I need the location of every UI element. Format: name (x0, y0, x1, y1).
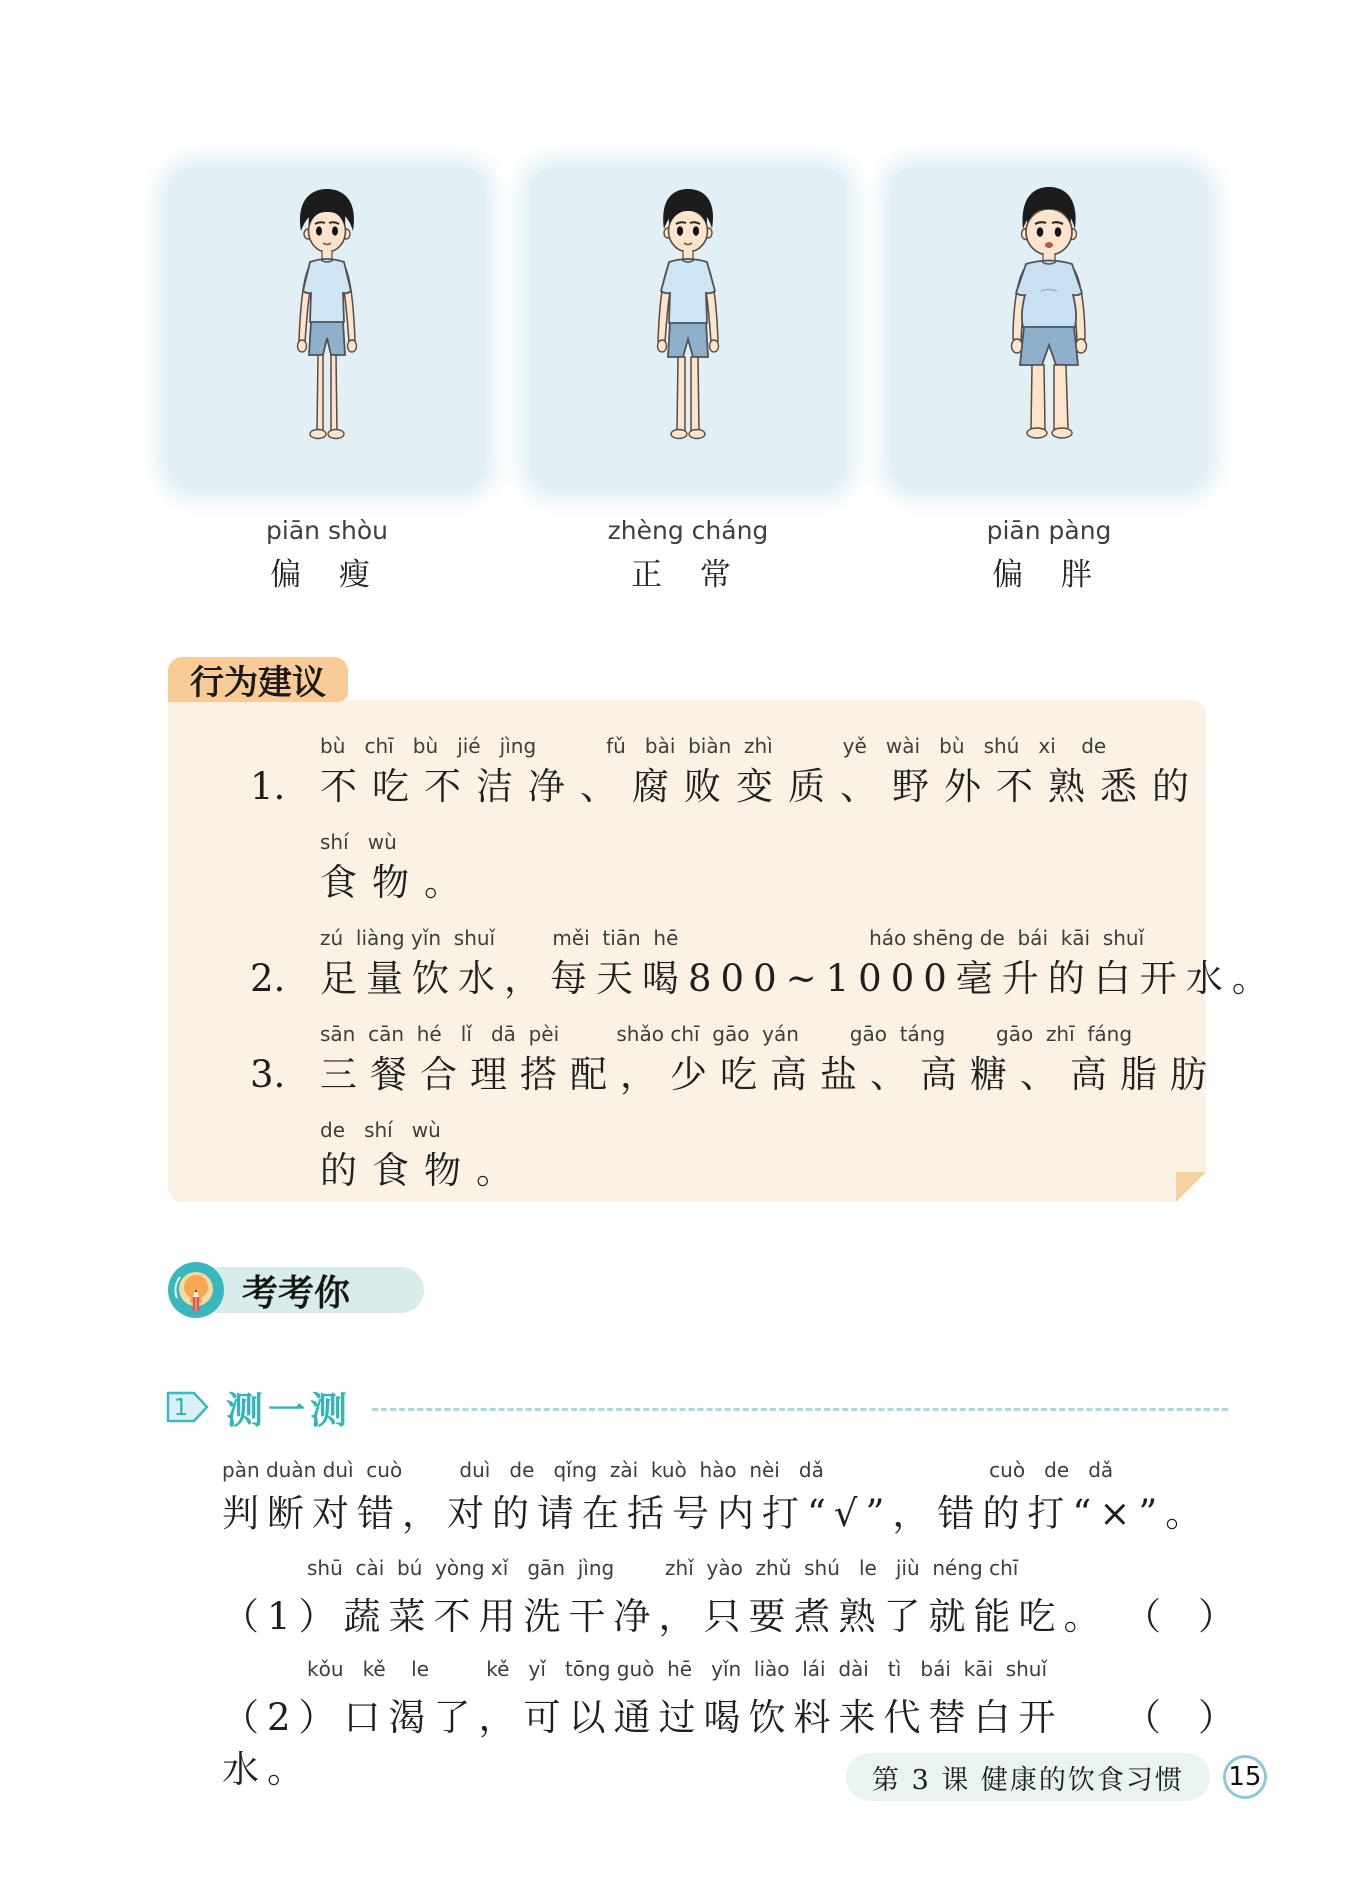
answer-blank: （ ） (1124, 1696, 1235, 1739)
card-overweight-label: 偏 胖 (992, 557, 1106, 593)
card-normal-label: 正 常 (631, 557, 745, 593)
pinyin-annotation: shí wù (320, 830, 397, 854)
pinyin-annotation: shū cài bú yòng xǐ gān jìng zhǐ yào zhǔ shú le jiù néng chī (307, 1556, 1019, 1580)
item-text: 食物。 (320, 861, 476, 904)
chubby-boy-illustration (964, 179, 1134, 479)
page-number-badge (1223, 1755, 1267, 1799)
card-overweight-pinyin: piān pàng (986, 516, 1112, 545)
item-number: 3. (250, 1053, 286, 1096)
card-overweight (890, 168, 1208, 594)
item-text: 三餐合理搭配，少吃高盐、高糖、高脂肪 (320, 1053, 1220, 1096)
suggestions-box (168, 700, 1278, 1202)
suggestion-item-3 (168, 1022, 1220, 1205)
card-underweight-background (168, 168, 486, 490)
lightbulb-pencil-icon (168, 1262, 224, 1318)
subsection-number-badge (164, 1390, 210, 1424)
subsection-number: 1 (173, 1395, 189, 1421)
lesson-label-pill (846, 1753, 1210, 1801)
suggestions-title: 行为建议 (190, 663, 326, 703)
page-fold-corner (1176, 1172, 1206, 1202)
body-type-cards (168, 168, 1208, 594)
pinyin-annotation: sān cān hé lǐ dā pèi shǎo chī gāo yán gāo táng gāo zhī fáng (320, 1022, 1133, 1046)
card-underweight-label: 偏 瘦 (270, 557, 384, 593)
card-underweight-pinyin: piān shòu (266, 516, 388, 545)
page-number: 15 (1228, 1762, 1262, 1792)
subsection-title: 测一测 (226, 1389, 352, 1432)
question-text: （2）口渴了，可以通过喝饮料来代替白开水。 (222, 1696, 1064, 1791)
thin-boy-illustration (247, 179, 407, 479)
card-normal (529, 168, 847, 594)
dashed-divider (372, 1408, 1228, 1411)
pinyin-annotation: bù chī bù jié jìng fǔ bài biàn zhì yě wài bù shú xi de (320, 734, 1107, 758)
pinyin-annotation: zú liàng yǐn shuǐ měi tiān hē háo shēng de bái kāi shuǐ (320, 926, 1145, 950)
suggestions-tab (168, 657, 348, 702)
pinyin-annotation: kǒu kě le kě yǐ tōng guò hē yǐn liào lái dài tì bái kāi shuǐ (307, 1657, 1048, 1681)
card-normal-background (529, 168, 847, 490)
card-normal-pinyin: zhèng cháng (607, 516, 769, 545)
answer-blank: （ ） (1124, 1595, 1235, 1638)
item-text: 足量饮水，每天喝800~1000毫升的白开水。 (320, 957, 1278, 1000)
page-footer (846, 1753, 1267, 1801)
pinyin-annotation: de shí wù (320, 1118, 441, 1142)
item-number: 1. (250, 765, 286, 808)
suggestion-item-2 (168, 926, 1278, 1013)
item-text: 不吃不洁净、腐败变质、野外不熟悉的 (320, 765, 1204, 808)
normal-boy-illustration (608, 179, 768, 479)
pinyin-annotation: pàn duàn duì cuò duì de qǐng zài kuò hào nèi dǎ cuò de dǎ (222, 1458, 1114, 1482)
quiz-question-1 (222, 1586, 1235, 1643)
item-text: 的食物。 (320, 1149, 528, 1192)
item-number: 2. (250, 957, 286, 1000)
lesson-label: 第 3 课 健康的饮食习惯 (872, 1764, 1184, 1796)
quiz-subsection-header (164, 1380, 1228, 1434)
quiz-section-title: 考考你 (242, 1272, 351, 1314)
question-text: （1）蔬菜不用洗干净，只要煮熟了就能吃。 (222, 1595, 1109, 1638)
quiz-section-pill (196, 1267, 424, 1313)
suggestion-item-1 (168, 734, 1206, 917)
card-underweight (168, 168, 486, 594)
card-overweight-background (890, 168, 1208, 490)
quiz-instructions: 判断对错，对的请在括号内打“√”，错的打“×”。 (222, 1492, 1211, 1535)
